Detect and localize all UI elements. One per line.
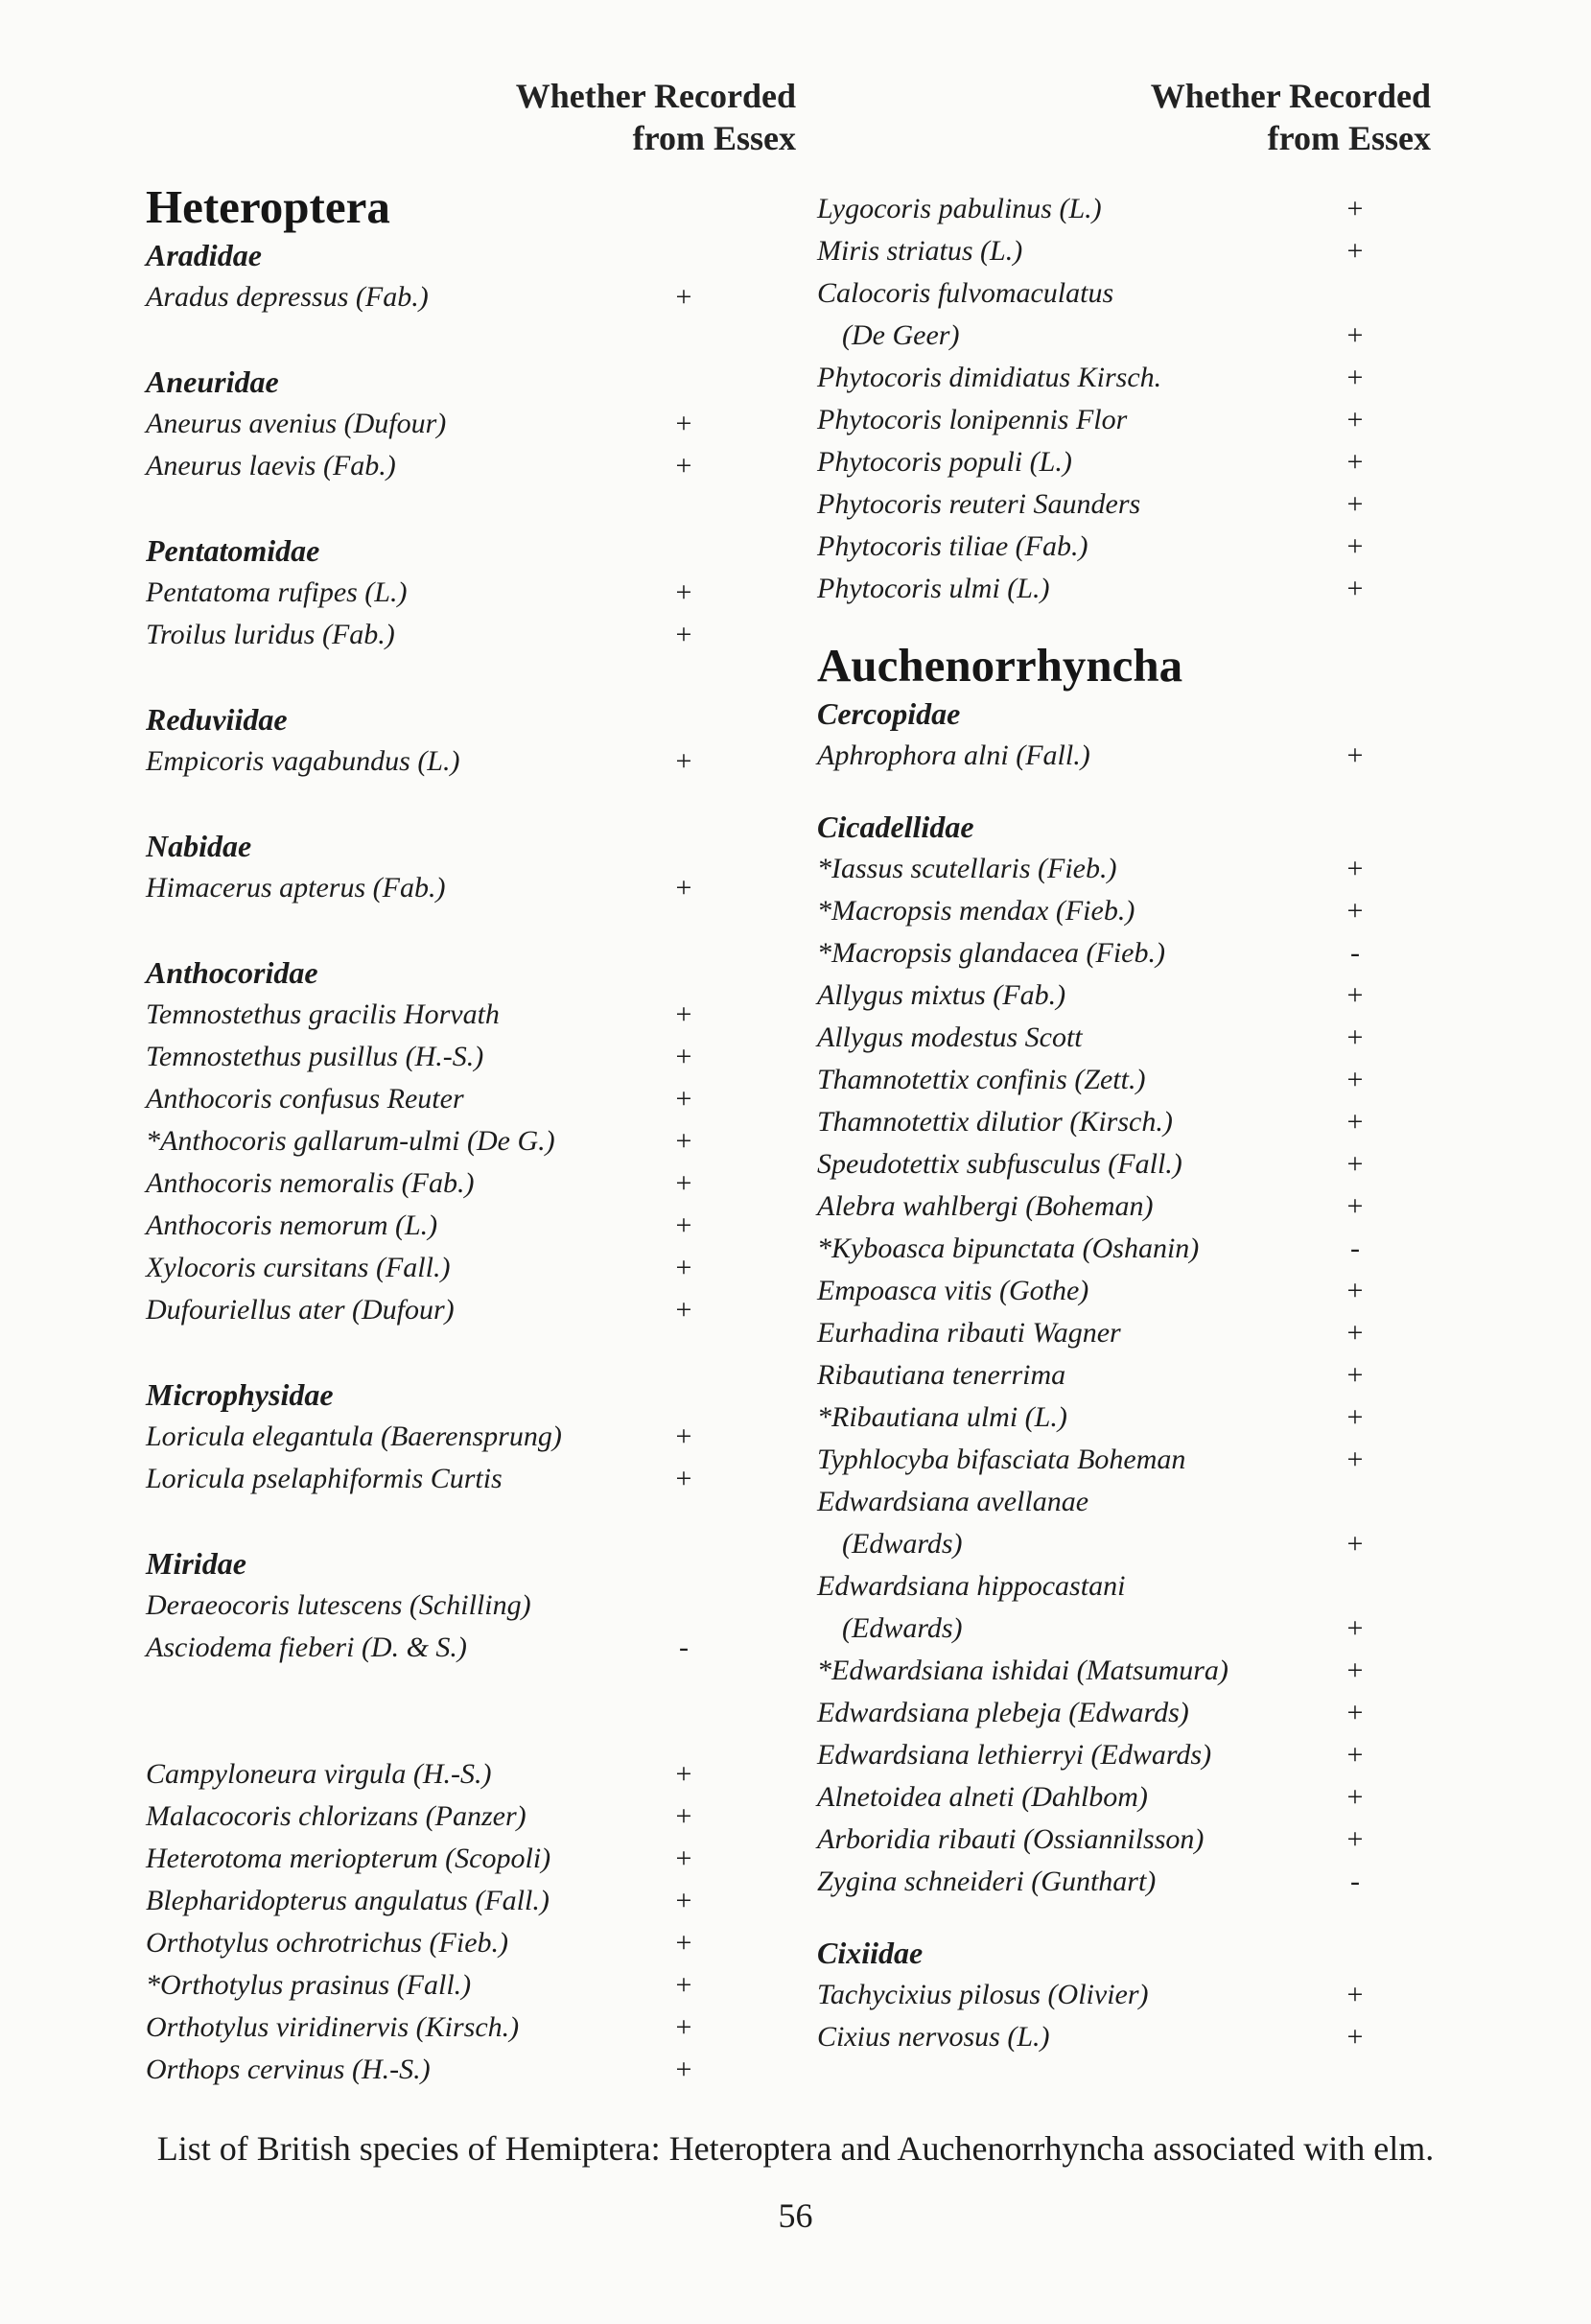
essex-record-mark: +: [675, 998, 692, 1030]
species-name: Alnetoidea alneti (Dahlbom): [817, 1781, 1148, 1813]
species-name: Aneurus laevis (Fab.): [146, 450, 396, 481]
family-heading: Nabidae: [146, 829, 252, 863]
species-name: Cixius nervosus (L.): [817, 2021, 1050, 2053]
essex-record-mark: +: [1346, 1148, 1364, 1180]
species-name: *Edwardsiana ishidai (Matsumura): [817, 1655, 1228, 1686]
essex-record-mark: +: [1346, 573, 1364, 604]
species-name: Ribautiana tenerrima: [817, 1359, 1066, 1391]
species-name: Edwardsiana hippocastani: [817, 1570, 1126, 1602]
species-name: Asciodema fieberi (D. & S.): [146, 1631, 467, 1663]
species-name: Campyloneura virgula (H.-S.): [146, 1758, 492, 1790]
species-name: Phytocoris lonipennis Flor: [817, 404, 1128, 435]
page-number: 56: [778, 2196, 813, 2235]
essex-record-mark: +: [675, 408, 692, 439]
essex-record-mark: +: [1346, 404, 1364, 435]
species-name: Orthotylus viridinervis (Kirsch.): [146, 2011, 520, 2043]
species-name: *Ribautiana ulmi (L.): [817, 1401, 1067, 1433]
species-name: Zygina schneideri (Gunthart): [817, 1866, 1157, 1897]
essex-record-mark: +: [1346, 1697, 1364, 1728]
species-name: Empoasca vitis (Gothe): [817, 1275, 1089, 1306]
essex-record-mark: +: [1346, 1781, 1364, 1813]
essex-record-mark: +: [675, 1843, 692, 1874]
essex-record-mark: +: [1346, 1979, 1364, 2010]
essex-record-mark: +: [675, 1083, 692, 1115]
family-heading: Microphysidae: [146, 1377, 334, 1412]
left-column-header: [489, 75, 796, 159]
essex-record-mark: -: [1350, 937, 1360, 969]
figure-caption: List of British species of Hemiptera: Heteroptera and Auchenorrhyncha associated with elm.: [156, 2129, 1435, 2168]
essex-record-mark: +: [1346, 1359, 1364, 1391]
essex-record-mark: +: [1346, 1021, 1364, 1053]
essex-record-mark: +: [675, 1969, 692, 2001]
essex-record-mark: +: [675, 1927, 692, 1959]
species-name: Loricula pselaphiformis Curtis: [146, 1463, 503, 1494]
species-name: *Macropsis glandacea (Fieb.): [817, 937, 1165, 969]
essex-record-mark: +: [675, 1420, 692, 1452]
essex-record-mark: +: [1346, 319, 1364, 351]
family-heading: Aradidae: [146, 238, 262, 272]
species-name: Empicoris vagabundus (L.): [146, 745, 460, 777]
species-name: Eurhadina ribauti Wagner: [817, 1317, 1121, 1349]
family-heading: Cicadellidae: [817, 810, 974, 844]
right-header-line-2: from Essex: [1267, 119, 1431, 157]
essex-record-mark: +: [1346, 1275, 1364, 1306]
left-header-line-1: Whether Recorded: [515, 77, 796, 115]
essex-record-mark: +: [675, 576, 692, 608]
left-header-line-2: from Essex: [632, 119, 796, 157]
family-heading: Aneuridae: [146, 364, 279, 399]
species-name: Edwardsiana avellanae: [817, 1486, 1089, 1517]
species-name: Speudotettix subfusculus (Fall.): [817, 1148, 1182, 1180]
essex-record-mark: +: [675, 2011, 692, 2043]
family-heading: Reduviidae: [146, 702, 288, 737]
species-name: Aphrophora alni (Fall.): [817, 739, 1090, 771]
species-name: Phytocoris reuteri Saunders: [817, 488, 1141, 520]
species-name: Calocoris fulvomaculatus: [817, 277, 1114, 309]
species-name: Anthocoris nemorum (L.): [146, 1209, 438, 1241]
essex-record-mark: +: [1346, 1064, 1364, 1095]
species-name: Xylocoris cursitans (Fall.): [146, 1252, 451, 1283]
species-name: Edwardsiana lethierryi (Edwards): [817, 1739, 1212, 1771]
species-name: Alebra wahlbergi (Boheman): [817, 1190, 1154, 1222]
essex-record-mark: +: [1346, 1190, 1364, 1222]
essex-record-mark: +: [675, 450, 692, 481]
species-name: Temnostethus gracilis Horvath: [146, 998, 500, 1030]
essex-record-mark: +: [675, 1800, 692, 1832]
essex-record-mark: +: [1346, 1317, 1364, 1349]
essex-record-mark: +: [1346, 446, 1364, 478]
essex-record-mark: +: [1346, 1655, 1364, 1686]
species-name: Malacocoris chlorizans (Panzer): [146, 1800, 526, 1832]
species-name: Loricula elegantula (Baerensprung): [146, 1420, 562, 1452]
essex-record-mark: +: [1346, 530, 1364, 562]
species-name: *Anthocoris gallarum-ulmi (De G.): [146, 1125, 555, 1157]
species-name: Orthops cervinus (H.-S.): [146, 2054, 431, 2085]
species-name: Miris striatus (L.): [817, 235, 1023, 267]
species-name: Deraeocoris lutescens (Schilling): [146, 1589, 531, 1621]
essex-record-mark: +: [1346, 193, 1364, 224]
species-name: Phytocoris dimidiatus Kirsch.: [817, 362, 1162, 393]
family-heading: Cercopidae: [817, 696, 961, 731]
essex-record-mark: +: [1346, 1612, 1364, 1644]
family-heading: Cixiidae: [817, 1936, 924, 1970]
essex-record-mark: +: [675, 1463, 692, 1494]
essex-record-mark: +: [1346, 1739, 1364, 1771]
essex-record-mark: -: [1350, 1232, 1360, 1264]
essex-record-mark: +: [675, 1252, 692, 1283]
species-name: Pentatoma rufipes (L.): [146, 576, 408, 608]
species-name: Phytocoris populi (L.): [817, 446, 1072, 478]
species-name: Edwardsiana plebeja (Edwards): [817, 1697, 1189, 1728]
essex-record-mark: +: [1346, 1528, 1364, 1560]
essex-record-mark: +: [675, 2054, 692, 2085]
order-heading: Auchenorrhyncha: [817, 639, 1183, 692]
essex-record-mark: +: [1346, 362, 1364, 393]
essex-record-mark: +: [1346, 979, 1364, 1011]
species-name: *Kyboasca bipunctata (Oshanin): [817, 1232, 1200, 1264]
family-heading: Anthocoridae: [146, 955, 318, 990]
right-header-line-1: Whether Recorded: [1150, 77, 1431, 115]
species-name: Phytocoris ulmi (L.): [817, 573, 1050, 604]
essex-record-mark: +: [675, 1125, 692, 1157]
essex-record-mark: +: [675, 1041, 692, 1072]
essex-record-mark: +: [675, 1885, 692, 1916]
essex-record-mark: +: [1346, 1823, 1364, 1855]
essex-record-mark: +: [1346, 235, 1364, 267]
essex-record-mark: +: [1346, 1444, 1364, 1475]
species-name: Aradus depressus (Fab.): [146, 281, 429, 313]
species-name: *Macropsis mendax (Fieb.): [817, 895, 1135, 927]
species-name: Temnostethus pusillus (H.-S.): [146, 1041, 484, 1072]
essex-record-mark: +: [675, 745, 692, 777]
essex-record-mark: +: [1346, 1106, 1364, 1138]
species-name: Dufouriellus ater (Dufour): [146, 1294, 455, 1326]
essex-record-mark: +: [1346, 739, 1364, 771]
species-name: Anthocoris confusus Reuter: [146, 1083, 464, 1115]
species-name: Tachycixius pilosus (Olivier): [817, 1979, 1149, 2010]
essex-record-mark: +: [675, 619, 692, 650]
species-name: Typhlocyba bifasciata Boheman: [817, 1444, 1186, 1475]
species-name: Arboridia ribauti (Ossiannilsson): [817, 1823, 1205, 1855]
family-heading: Miridae: [146, 1546, 246, 1581]
essex-record-mark: +: [1346, 853, 1364, 884]
species-name: Allygus modestus Scott: [817, 1021, 1083, 1053]
species-name: Himacerus apterus (Fab.): [146, 872, 446, 904]
right-column-header: [1124, 75, 1431, 159]
species-name-continuation: (Edwards): [842, 1612, 963, 1644]
essex-record-mark: +: [675, 1167, 692, 1199]
species-name: Anthocoris nemoralis (Fab.): [146, 1167, 475, 1199]
essex-record-mark: +: [1346, 2021, 1364, 2053]
species-name: Troilus luridus (Fab.): [146, 619, 395, 650]
species-name: Allygus mixtus (Fab.): [817, 979, 1066, 1011]
species-name: Blepharidopterus angulatus (Fall.): [146, 1885, 550, 1916]
species-name: Lygocoris pabulinus (L.): [817, 193, 1102, 224]
essex-record-mark: +: [675, 872, 692, 904]
essex-record-mark: +: [675, 281, 692, 313]
species-name-continuation: (De Geer): [842, 319, 960, 351]
essex-record-mark: +: [675, 1294, 692, 1326]
essex-record-mark: -: [679, 1631, 689, 1663]
family-heading: Pentatomidae: [146, 533, 320, 568]
essex-record-mark: +: [1346, 895, 1364, 927]
essex-record-mark: +: [675, 1758, 692, 1790]
species-name: Thamnotettix confinis (Zett.): [817, 1064, 1146, 1095]
species-name: Aneurus avenius (Dufour): [146, 408, 447, 439]
species-name: Phytocoris tiliae (Fab.): [817, 530, 1088, 562]
essex-record-mark: +: [1346, 1401, 1364, 1433]
essex-record-mark: +: [1346, 488, 1364, 520]
species-name: Heterotoma meriopterum (Scopoli): [146, 1843, 551, 1874]
species-name: Thamnotettix dilutior (Kirsch.): [817, 1106, 1173, 1138]
order-heading: Heteroptera: [146, 180, 390, 233]
species-name-continuation: (Edwards): [842, 1528, 963, 1560]
species-name: Orthotylus ochrotrichus (Fieb.): [146, 1927, 509, 1959]
essex-record-mark: +: [675, 1209, 692, 1241]
essex-record-mark: -: [1350, 1866, 1360, 1897]
species-name: *Orthotylus prasinus (Fall.): [146, 1969, 472, 2001]
species-name: *Iassus scutellaris (Fieb.): [817, 853, 1117, 884]
